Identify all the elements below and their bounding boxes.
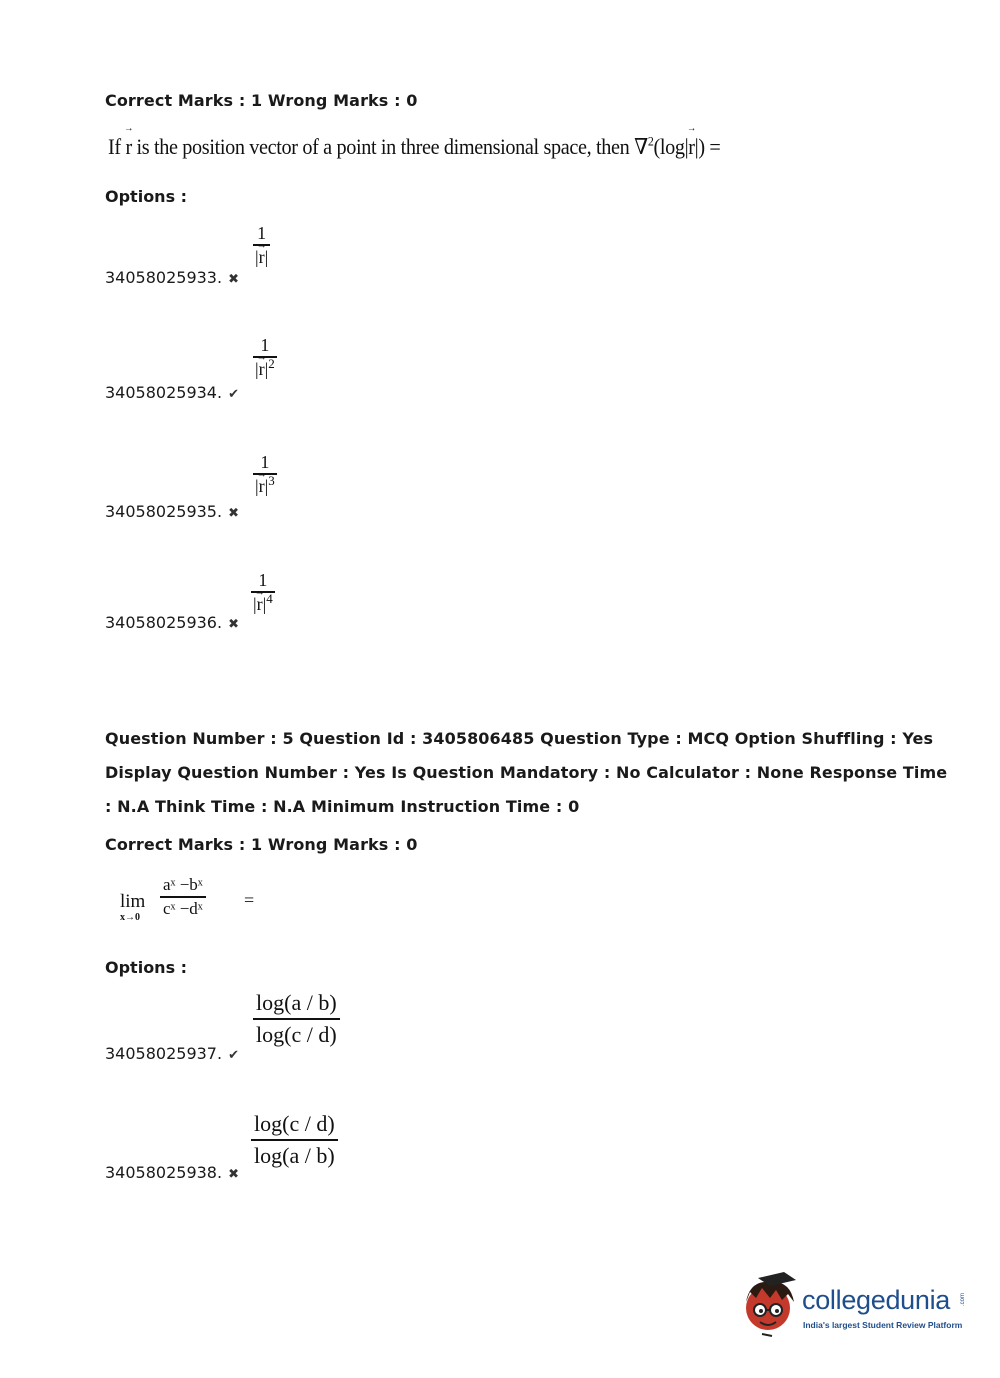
check-icon: ✔ [228,1048,239,1063]
power: 4 [266,590,273,606]
cross-icon: ✖ [228,1167,239,1182]
check-icon: ✔ [228,387,239,402]
q5-option-1-id[interactable] [105,1044,239,1063]
fraction-denominator: log(c / d) [256,1021,337,1047]
collegedunia-logo[interactable] [740,1272,970,1342]
fraction-denominator: log(a / b) [254,1142,335,1168]
nabla-symbol: ∇ [634,134,648,159]
fraction-denominator: |→ r| [253,246,270,268]
power: 3 [268,472,275,488]
cross-icon: ✖ [228,506,239,521]
cross-icon: ✖ [228,617,239,632]
option-id-text: 34058025934. [105,383,223,402]
q4-option-1-math [253,222,270,268]
option-id-text: 34058025935. [105,502,223,521]
q5-options-label: Options : [105,958,188,977]
mascot-icon [740,1272,800,1338]
option-id-text: 34058025933. [105,268,223,287]
q4-option-4-id[interactable] [105,613,239,632]
fraction-numerator: 1 [260,452,270,472]
stem-prefix: If [108,134,121,159]
nabla-exponent: 2 [647,133,654,149]
fraction-denominator: |→ $r|^3$ [253,475,277,497]
q5-question-limit [118,872,278,934]
q4-question-stem [108,134,720,160]
lim-subscript: x→0 [120,912,140,923]
q5-info-line-1: Question Number : 5 Question Id : 3405806485 Question Type : MCQ Option Shuffling : Yes [105,729,934,748]
option-id-text: 34058025936. [105,613,223,632]
q5-option-1-math [253,988,340,1050]
limit-fraction [160,874,206,920]
power: 2 [268,355,275,371]
fraction-numerator: 1 [258,570,268,590]
q4-option-2-math [253,334,277,380]
fraction-denominator: |→ $r|^2$ [253,358,277,380]
logo-suffix: .com [960,1293,966,1307]
q5-marks: Correct Marks : 1 Wrong Marks : 0 [105,835,418,854]
q4-option-3-id[interactable] [105,502,239,521]
log-close: |) = [694,134,721,159]
q4-option-2-id[interactable] [105,383,239,402]
vector-r: → r [125,134,131,160]
q4-marks: Correct Marks : 1 Wrong Marks : 0 [105,91,418,110]
q4-options-label: Options : [105,187,188,206]
logo-name: collegedunia [802,1285,951,1315]
q4-option-3-math [253,451,277,497]
fraction-denominator: cˣ −dˣ [163,898,203,918]
q4-option-1-id[interactable] [105,268,239,287]
equals-sign: = [244,890,255,910]
fraction-numerator: aˣ −bˣ [163,875,203,894]
logo-tagline: India's largest Student Review Platform [803,1320,963,1330]
stem-middle: is the position vector of a point in three dimensional space, then [136,134,635,159]
option-id-text: 34058025937. [105,1044,223,1063]
q5-option-2-id[interactable] [105,1163,239,1182]
vector-r-log: → r [688,134,694,160]
q4-option-4-math [251,569,275,615]
q5-info-line-2: Display Question Number : Yes Is Question Mandatory : No Calculator : None Response Time [105,763,948,782]
option-id-text: 34058025938. [105,1163,223,1182]
fraction-denominator: |→ $r|^4$ [251,593,275,615]
cross-icon: ✖ [228,272,239,287]
fraction-numerator: 1 [260,335,270,355]
fraction-numerator: log(c / d) [254,1111,335,1136]
log-open: (log| [653,134,689,159]
fraction-numerator: 1 [257,223,267,243]
lim-word: lim [120,891,146,912]
q5-info-line-3: : N.A Think Time : N.A Minimum Instruction Time : 0 [105,797,580,816]
fraction-numerator: log(a / b) [256,990,337,1015]
q5-option-2-math [251,1109,338,1171]
